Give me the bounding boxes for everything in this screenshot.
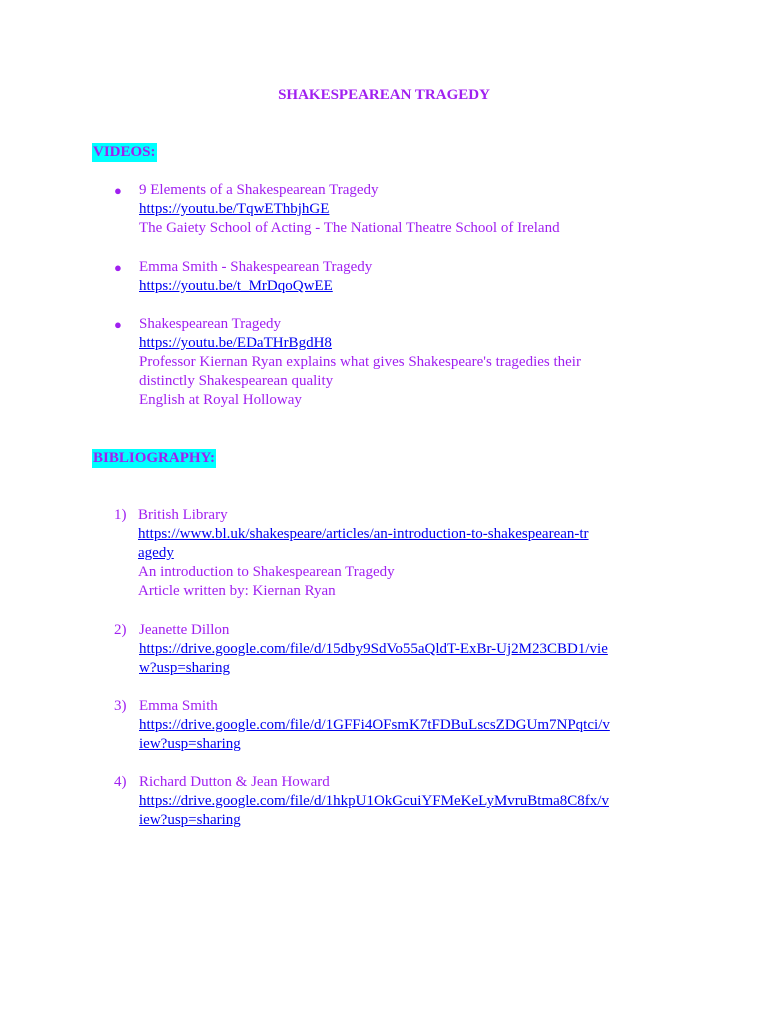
video-title: 9 Elements of a Shakespearean Tragedy — [139, 182, 379, 198]
video-note: English at Royal Holloway — [139, 392, 302, 408]
bibliography-link-line[interactable]: iew?usp=sharing — [139, 736, 241, 752]
bibliography-link[interactable] — [139, 716, 679, 754]
bibliography-link[interactable] — [139, 640, 679, 678]
bibliography-link-line[interactable]: https://drive.google.com/file/d/15dby9SdVo55aQldT-ExBr-Uj2M23CBD1/vie — [139, 641, 608, 657]
bullet-icon: ● — [114, 317, 122, 332]
videos-heading: VIDEOS: — [93, 144, 156, 160]
bibliography-link-line[interactable]: https://drive.google.com/file/d/1hkpU1OkGcuiYFMeKeLyMvruBtma8C8fx/v — [139, 793, 609, 809]
video-link[interactable]: https://youtu.be/EDaTHrBgdH8 — [139, 335, 332, 351]
bibliography-heading: BIBLIOGRAPHY: — [93, 450, 215, 466]
bibliography-link[interactable] — [139, 792, 679, 830]
item-number: 4) — [114, 774, 127, 790]
bibliography-author: Jeanette Dillon — [139, 622, 230, 638]
bibliography-link-line[interactable]: agedy — [138, 545, 174, 561]
bibliography-link-line[interactable]: https://www.bl.uk/shakespeare/articles/an-introduction-to-shakespearean-tr — [138, 526, 589, 542]
bibliography-author: British Library — [138, 507, 228, 523]
item-number: 1) — [114, 507, 127, 523]
bibliography-author: Richard Dutton & Jean Howard — [139, 774, 330, 790]
item-number: 3) — [114, 698, 127, 714]
video-note: The Gaiety School of Acting - The National Theatre School of Ireland — [139, 220, 560, 236]
bibliography-link-line[interactable]: https://drive.google.com/file/d/1GFFi4OFsmK7tFDBuLscsZDGUm7NPqtci/v — [139, 717, 610, 733]
bibliography-link[interactable] — [138, 525, 678, 563]
bibliography-note: Article written by: Kiernan Ryan — [138, 583, 336, 599]
video-link[interactable]: https://youtu.be/TqwEThbjhGE — [139, 201, 330, 217]
video-note: distinctly Shakespearean quality — [139, 373, 334, 389]
video-note: Professor Kiernan Ryan explains what gives Shakespeare's tragedies their — [139, 354, 581, 370]
video-title: Shakespearean Tragedy — [139, 316, 282, 332]
document-title: SHAKESPEAREAN TRAGEDY — [278, 87, 490, 103]
bullet-icon: ● — [114, 183, 122, 198]
item-number: 2) — [114, 622, 127, 638]
bibliography-link-line[interactable]: w?usp=sharing — [139, 660, 230, 676]
bibliography-author: Emma Smith — [139, 698, 218, 714]
video-link[interactable]: https://youtu.be/t_MrDqoQwEE — [139, 278, 333, 294]
bullet-icon: ● — [114, 260, 122, 275]
bibliography-link-line[interactable]: iew?usp=sharing — [139, 812, 241, 828]
video-title: Emma Smith - Shakespearean Tragedy — [139, 259, 373, 275]
bibliography-note: An introduction to Shakespearean Tragedy — [138, 564, 395, 580]
